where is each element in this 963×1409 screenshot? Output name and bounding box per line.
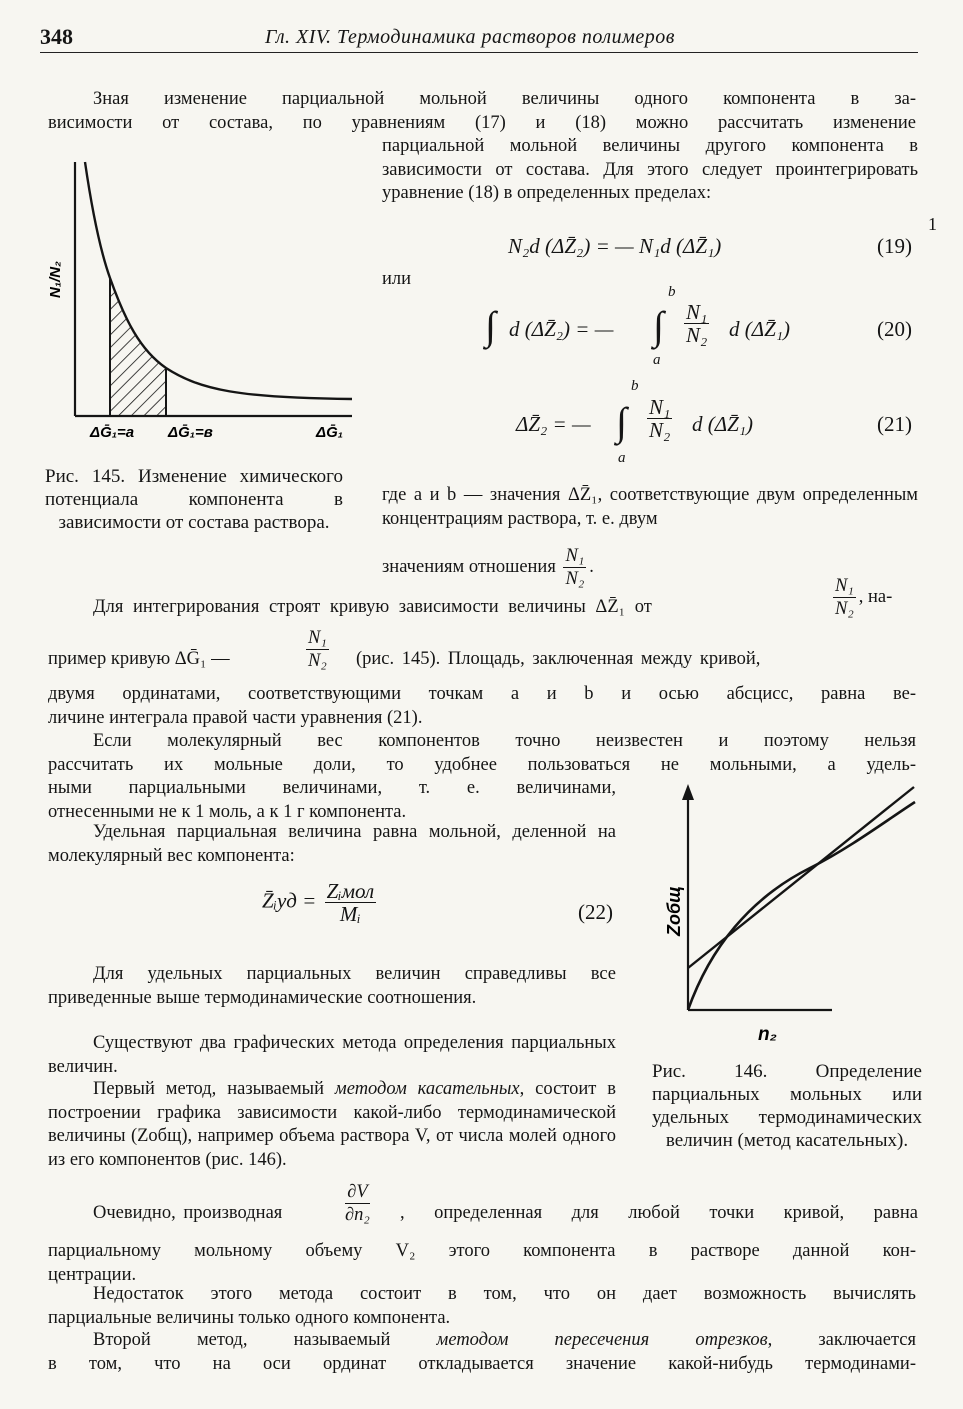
- para10: Второй метод, называемый методом пересечения отрезков, заключается в том, что на оси ординат откладывается значение какой-нибудь термодинами-: [48, 1329, 916, 1376]
- eq21-lhs: ΔZ̄₂ = —: [516, 412, 591, 436]
- para8-rest: [48, 1240, 916, 1287]
- eq20-upper: b: [668, 284, 676, 300]
- figure-146: [650, 778, 930, 1048]
- para4: [48, 821, 616, 868]
- equation-19: N₂d (ΔZ̄₂) = — N₁d (ΔZ̄₁): [508, 234, 722, 258]
- para7: Первый метод, называемый методом касательных, состоит в построении графика зависимости какой-либо термодинамической величины (Zобщ), например объема раствора V, от числа молей одного из его компонентов (рис. 146).: [48, 1079, 617, 1170]
- fig146-xlabel: n₂: [758, 1024, 777, 1045]
- para2-fraction-1: $\frac{\text{N₁}}{\text{N₂}}$ , на-: [835, 576, 893, 619]
- eq22-lhs: Z̄ᵢуд =: [262, 888, 317, 913]
- para2-fraction-2: $\frac{\text{N₁}}{\text{N₂}}$: [308, 628, 327, 671]
- equation-21-number: (21): [877, 412, 912, 436]
- eq20-rhs: d (ΔZ̄₁): [729, 317, 791, 341]
- paragraph-intro: [48, 88, 916, 135]
- where-line-2: значениям отношения $\frac{\text{N₁}}{\text{N₂}}$ .: [382, 546, 594, 589]
- text-line: отнесенными не к 1 моль, а к 1 г компонента.: [48, 801, 407, 822]
- eq21-rhs: d (ΔZ̄₁): [692, 412, 754, 436]
- para8-fraction: $\frac{\partial V}{\text{∂n₂}}$: [345, 1182, 370, 1225]
- text-line: парциальные величины только одного компонента.: [48, 1307, 451, 1328]
- para5: [48, 963, 616, 1010]
- para3-left: [48, 777, 616, 824]
- equation-19-number: (19): [877, 234, 912, 258]
- eq20-lower: a: [653, 352, 661, 368]
- fig145-label-b: ΔḠ₁=в: [168, 424, 213, 441]
- fig145-caption: Рис. 145. Изменение химического потенциала компонента в зависимости от состава раствора.: [45, 466, 343, 533]
- equation-20-number: (20): [877, 317, 912, 341]
- text-line: рассчитать их мольные доли, то удобнее пользоваться не мольными, а удель-: [48, 754, 916, 775]
- fig146-ylabel: Zобщ: [664, 886, 684, 936]
- eq21-frac-den: N₂: [649, 418, 671, 442]
- tangent-line: [688, 787, 914, 968]
- text-line: ными парциальными величинами, т. е. величинами,: [48, 778, 616, 798]
- fig146-caption: Рис. 146. Определение парциальных мольных или удельных термодинамических величин (метод касательных).: [652, 1061, 922, 1151]
- para2-rest: [48, 683, 916, 730]
- eq21-lower: a: [618, 450, 626, 466]
- text-line: висимости от состава, по уравнениям (17) и (18) можно рассчитать изменение: [48, 112, 916, 133]
- paragraph-intro-right: [382, 135, 918, 206]
- para6: [48, 1032, 616, 1079]
- eq20-frac-num: N₁: [686, 300, 708, 324]
- text-line: Зная изменение парциальной мольной величины одного компонента в за-: [93, 89, 916, 109]
- figure-145: [40, 150, 360, 445]
- eq20-frac-den: N₂: [686, 323, 708, 347]
- text-line: центрации.: [48, 1264, 137, 1285]
- text-block: парциальной мольной величины другого компонента в зависимости от состава. Для этого следует проинтегрировать уравнение (18) в определенных пределах:: [382, 136, 918, 203]
- eq21-frac-num: N₁: [649, 395, 671, 419]
- text-line: Недостаток этого метода состоит в том, что он дает возможность вычислять: [93, 1284, 916, 1304]
- eq21-upper: b: [631, 378, 639, 394]
- para3: [48, 730, 916, 777]
- text-line: личине интеграла правой части уравнения (21).: [48, 707, 423, 728]
- para8-line-1: Очевидно, производная: [93, 1203, 283, 1223]
- para2-line-1: Для интегрирования строят кривую зависимости величины ΔZ̄₁ от: [93, 597, 652, 617]
- page-header: [40, 18, 918, 53]
- paragraph-where: [382, 484, 918, 531]
- text-block: Удельная парциальная величина равна мольной, деленной на молекулярный вес компонента:: [48, 822, 616, 866]
- eq22-numerator: Zᵢмол: [326, 879, 375, 903]
- eq20-lhs: d (ΔZ̄₂) = —: [509, 317, 614, 341]
- fig145-xlabel: ΔḠ₁: [316, 424, 344, 441]
- page-number: 348: [40, 24, 73, 49]
- para2-line-2-end: (рис. 145). Площадь, заключенная между кривой,: [356, 649, 761, 669]
- fig145-ylabel: N₁/N₂: [47, 261, 64, 298]
- margin-mark: 1: [928, 214, 937, 234]
- running-title: Гл. XIV. Термодинамика растворов полимеров: [265, 26, 675, 48]
- text-line: Если молекулярный вес компонентов точно неизвестен и поэтому нельзя: [93, 731, 916, 751]
- text-block: Существуют два графических метода определения парциальных величин.: [48, 1033, 616, 1077]
- y-axis-arrow: [682, 784, 694, 800]
- or-word: или: [382, 269, 412, 289]
- curve: [688, 802, 915, 1010]
- text-block: где a и b — значения ΔZ̄₁, соответствующие двум определенным концентрациям раствора, т. е. двум: [382, 485, 918, 529]
- text-line: в том, что на оси ординат откладывается значение какой-нибудь термодинами-: [48, 1353, 916, 1374]
- fig145-label-a: ΔḠ₁=a: [90, 424, 135, 441]
- para2-line-2: пример кривую ΔḠ₁ —: [48, 649, 230, 669]
- equation-22: [262, 880, 379, 925]
- para8-line-1-end: , определенная для любой точки кривой, равна: [400, 1203, 918, 1223]
- para9: [48, 1283, 916, 1330]
- eq22-denominator: Mᵢ: [339, 902, 361, 926]
- equation-22-number: (22): [578, 900, 613, 924]
- text-line: двумя ординатами, соответствующими точкам a и b и осью абсцисс, равна ве-: [48, 684, 916, 704]
- text-line: парциальному мольному объему V₂ этого компонента в растворе данной кон-: [48, 1241, 916, 1261]
- text-block: Для удельных парциальных величин справедливы все приведенные выше термодинамические соотношения.: [48, 964, 616, 1008]
